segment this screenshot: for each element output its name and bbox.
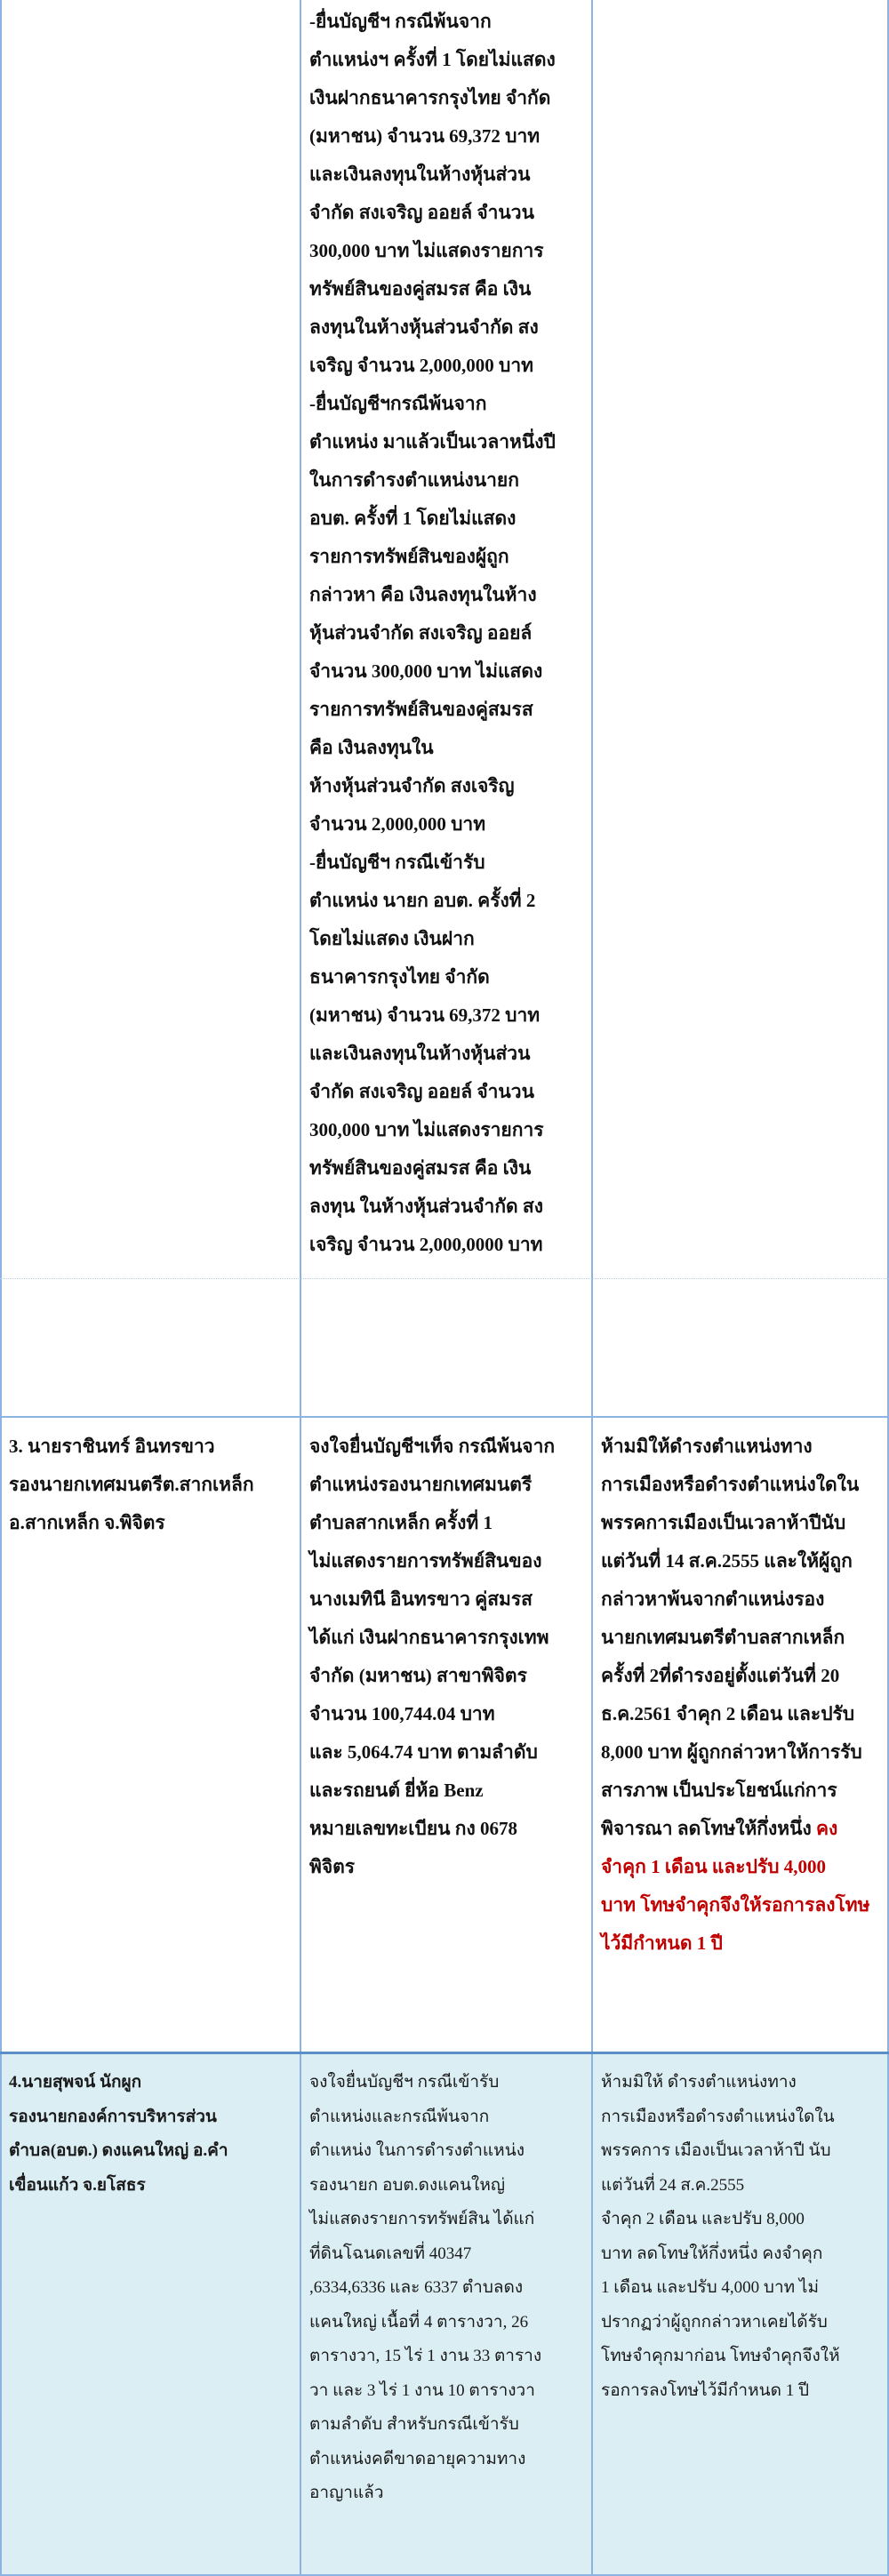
text-line: และรถยนต์ ยี่ห้อ Benz bbox=[309, 1780, 484, 1801]
row3-offense-cell bbox=[300, 1417, 592, 2053]
text-line: 4.นายสุพจน์ นักผูก bbox=[9, 2073, 142, 2092]
table-border-col1 bbox=[300, 0, 301, 2576]
offense-text bbox=[309, 3, 592, 1264]
text-line: พรรคการ เมืองเป็นเวลาห้าปี นับ bbox=[601, 2141, 831, 2160]
text-line: รองนายกองค์การบริหารส่วน bbox=[9, 2107, 217, 2126]
highlighted-penalty-text: คง bbox=[815, 1818, 838, 1839]
text-line: แต่วันที่ 14 ส.ค.2555 และให้ผู้ถูก bbox=[601, 1550, 853, 1572]
text-line: นายกเทศมนตรีตำบลสากเหล็ก bbox=[601, 1627, 845, 1648]
text-line: วา และ 3 ไร่ 1 งาน 10 ตารางวา bbox=[309, 2380, 535, 2400]
text-line: อาญาแล้ว bbox=[309, 2484, 384, 2502]
text-line: จำนวน 100,744.04 บาท bbox=[309, 1703, 495, 1724]
row4-person-cell bbox=[0, 2053, 300, 2576]
text-line: ลงทุน ในห้างหุ้นส่วนจำกัด สง bbox=[309, 1196, 544, 1217]
text-line: ตำแหน่ง มาแล้วเป็นเวลาหนึ่งปี bbox=[309, 431, 556, 452]
text-line: 3. นายราชินทร์ อินทรขาว bbox=[9, 1436, 215, 1457]
text-line: เงินฝากธนาคารกรุงไทย จำกัด bbox=[309, 87, 551, 108]
text-line: รองนายกเทศมนตรีต.สากเหล็ก bbox=[9, 1474, 254, 1495]
highlighted-penalty-text: ไว้มีกำหนด 1 ปี bbox=[601, 1932, 723, 1954]
text-line: อบต. ครั้งที่ 1 โดยไม่แสดง bbox=[309, 508, 517, 529]
text-line: จำกัด สงเจริญ ออยล์ จำนวน bbox=[309, 1081, 534, 1102]
highlighted-penalty-text: บาท โทษจำคุกจึงให้รอการลงโทษ bbox=[601, 1894, 870, 1916]
text-line: พิจารณา ลดโทษให้กึ่งหนึ่ง คง bbox=[601, 1818, 838, 1839]
table-row bbox=[0, 2053, 889, 2576]
text-line: จำนวน 2,000,000 บาท bbox=[309, 813, 486, 835]
text-line: กล่าวหาพ้นจากตำแหน่งรอง bbox=[601, 1588, 825, 1610]
text-line: การเมืองหรือดำรงตำแหน่งใดใน bbox=[601, 1474, 860, 1495]
text-line: -ยื่นบัญชีฯ กรณีพ้นจาก bbox=[309, 11, 492, 32]
text-line: -ยื่นบัญชีฯกรณีพ้นจาก bbox=[309, 393, 487, 414]
penalty-text bbox=[601, 2066, 889, 2408]
text-line: รายการทรัพย์สินของผู้ถูก bbox=[309, 546, 509, 567]
text-line: จงใจยื่นบัญชีฯเท็จ กรณีพ้นจาก bbox=[309, 1436, 556, 1457]
text-line: พรรคการเมืองเป็นเวลาห้าปีนับ bbox=[601, 1512, 846, 1533]
row1-penalty-cell bbox=[592, 0, 889, 1417]
text-line: ครั้งที่ 2ที่ดำรงอยู่ตั้งแต่วันที่ 20 bbox=[601, 1665, 840, 1686]
person-text bbox=[9, 1428, 300, 1542]
text-line: หมายเลขทะเบียน กง 0678 bbox=[309, 1818, 517, 1839]
offense-text bbox=[309, 2066, 592, 2511]
text-line: ตำแหน่งรองนายกเทศมนตรี bbox=[309, 1474, 533, 1495]
row1-offense-cell bbox=[300, 0, 592, 1417]
text-line: -ยื่นบัญชีฯ กรณีเข้ารับ bbox=[309, 852, 485, 873]
text-line: รอการลงโทษไว้มีกำหนด 1 ปี bbox=[601, 2380, 810, 2400]
offense-text bbox=[309, 1428, 592, 1886]
text-line: ห้ามมิให้ ดำรงตำแหน่งทาง bbox=[601, 2073, 797, 2092]
row3-person-cell bbox=[0, 1417, 300, 2053]
text-line: โทษจำคุกมาก่อน โทษจำคุกจึงให้ bbox=[601, 2347, 840, 2365]
text-line: ,6334,6336 และ 6337 ตำบลดง bbox=[309, 2278, 524, 2297]
text-line: 8,000 บาท ผู้ถูกกล่าวหาให้การรับ bbox=[601, 1741, 862, 1763]
text-line: (มหาชน) จำนวน 69,372 บาท bbox=[309, 1004, 541, 1026]
text-line: หุ้นส่วนจำกัด สงเจริญ ออยล์ bbox=[309, 622, 533, 644]
row1-person-cell bbox=[0, 0, 300, 1417]
text-line: แต่วันที่ 24 ส.ค.2555 bbox=[601, 2175, 745, 2195]
text-line: จำกัด สงเจริญ ออยล์ จำนวน bbox=[309, 202, 534, 223]
text-line: อ.สากเหล็ก จ.พิจิตร bbox=[9, 1512, 165, 1533]
table-border-row bbox=[0, 1416, 889, 1418]
text-line: ปรากฏว่าผู้ถูกกล่าวหาเคยได้รับ bbox=[601, 2312, 828, 2332]
table-row bbox=[0, 1417, 889, 2053]
text-line: 300,000 บาท ไม่แสดงรายการ bbox=[309, 240, 544, 261]
text-line: ตารางวา, 15 ไร่ 1 งาน 33 ตาราง bbox=[309, 2347, 542, 2365]
text-line: ทรัพย์สินของคู่สมรส คือ เงิน bbox=[309, 1157, 532, 1179]
text-line: การเมืองหรือดำรงตำแหน่งใดใน bbox=[601, 2107, 835, 2126]
row4-offense-cell bbox=[300, 2053, 592, 2576]
text-line: พิจิตร bbox=[309, 1856, 356, 1877]
text-line: ห้ามมิให้ดำรงตำแหน่งทาง bbox=[601, 1436, 813, 1457]
highlighted-penalty-text: จำคุก 1 เดือน และปรับ 4,000 bbox=[601, 1856, 827, 1877]
text-line: ได้แก่ เงินฝากธนาคารกรุงเทพ bbox=[309, 1627, 549, 1648]
text-line: ทรัพย์สินของคู่สมรส คือ เงิน bbox=[309, 278, 532, 300]
text-line: ตำบล(อบต.) ดงแคนใหญ่ อ.คำ bbox=[9, 2141, 228, 2160]
text-line: ตำแหน่งฯ ครั้งที่ 1 โดยไม่แสดง bbox=[309, 49, 556, 70]
text-line: จำนวน 300,000 บาท ไม่แสดง bbox=[309, 660, 543, 682]
text-line: และ 5,064.74 บาท ตามลำดับ bbox=[309, 1741, 538, 1763]
table-page-break bbox=[0, 1278, 889, 1279]
text-line: กล่าวหา คือ เงินลงทุนในห้าง bbox=[309, 584, 537, 605]
text-line: แคนใหญ่ เนื้อที่ 4 ตารางวา, 26 bbox=[309, 2312, 529, 2332]
table-border-left bbox=[0, 0, 2, 2576]
text-line: ตำแหน่งและกรณีพ้นจาก bbox=[309, 2107, 490, 2126]
text-line: ตำแหน่ง นายก อบต. ครั้งที่ 2 bbox=[309, 890, 536, 911]
text-line: ลงทุนในห้างหุ้นส่วนจำกัด สง bbox=[309, 316, 539, 338]
text-line: ห้างหุ้นส่วนจำกัด สงเจริญ bbox=[309, 775, 515, 796]
text-line: ไม่แสดงรายการทรัพย์สิน ได้แก่ bbox=[309, 2210, 535, 2228]
text-line: รองนายก อบต.ดงแคนใหญ่ bbox=[309, 2175, 506, 2195]
text-line: (มหาชน) จำนวน 69,372 บาท bbox=[309, 125, 541, 147]
text-line: จำกัด (มหาชน) สาขาพิจิตร bbox=[309, 1665, 527, 1686]
text-line: ตำแหน่งคดีขาดอายุความทาง bbox=[309, 2449, 526, 2468]
text-line: เขื่อนแก้ว จ.ยโสธร bbox=[9, 2175, 146, 2195]
text-line: รายการทรัพย์สินของคู่สมรส bbox=[309, 699, 533, 720]
table-border-row bbox=[0, 2052, 889, 2054]
text-line: จำคุก 2 เดือน และปรับ 8,000 bbox=[601, 2210, 805, 2228]
text-line: 300,000 บาท ไม่แสดงรายการ bbox=[309, 1119, 544, 1140]
text-line: ตำแหน่ง ในการดำรงตำแหน่ง bbox=[309, 2141, 525, 2160]
text-line: ตำบลสากเหล็ก ครั้งที่ 1 bbox=[309, 1512, 493, 1533]
text-line: 1 เดือน และปรับ 4,000 บาท ไม่ bbox=[601, 2278, 819, 2297]
text-line: ไม่แสดงรายการทรัพย์สินของ bbox=[309, 1550, 542, 1572]
text-line: นางเมทินี อินทรขาว คู่สมรส bbox=[309, 1588, 533, 1610]
text-line: และเงินลงทุนในห้างหุ้นส่วน bbox=[309, 164, 531, 185]
text-line: ธ.ค.2561 จำคุก 2 เดือน และปรับ bbox=[601, 1703, 855, 1724]
table-border-col2 bbox=[591, 0, 593, 2576]
text-line: คือ เงินลงทุนใน bbox=[309, 737, 434, 758]
text-line: บาท ลดโทษให้กึ่งหนึ่ง คงจำคุก bbox=[601, 2244, 823, 2263]
text-line: โดยไม่แสดง เงินฝาก bbox=[309, 928, 475, 949]
text-line: สารภาพ เป็นประโยชน์แก่การ bbox=[601, 1780, 837, 1801]
penalty-text bbox=[601, 1428, 889, 1963]
text-line: ธนาคารกรุงไทย จำกัด bbox=[309, 966, 490, 988]
text-line: ที่ดินโฉนดเลขที่ 40347 bbox=[309, 2244, 472, 2263]
text-line: เจริญ จำนวน 2,000,0000 บาท bbox=[309, 1234, 543, 1255]
text-line: จงใจยื่นบัญชีฯ กรณีเข้ารับ bbox=[309, 2073, 500, 2092]
row4-penalty-cell bbox=[592, 2053, 889, 2576]
row3-penalty-cell bbox=[592, 1417, 889, 2053]
text-line: และเงินลงทุนในห้างหุ้นส่วน bbox=[309, 1043, 531, 1064]
text-line: เจริญ จำนวน 2,000,000 บาท bbox=[309, 355, 533, 376]
person-text bbox=[9, 2066, 300, 2203]
text-line: ตามลำดับ สำหรับกรณีเข้ารับ bbox=[309, 2415, 519, 2434]
text-line: ในการดำรงตำแหน่งนายก bbox=[309, 469, 519, 491]
